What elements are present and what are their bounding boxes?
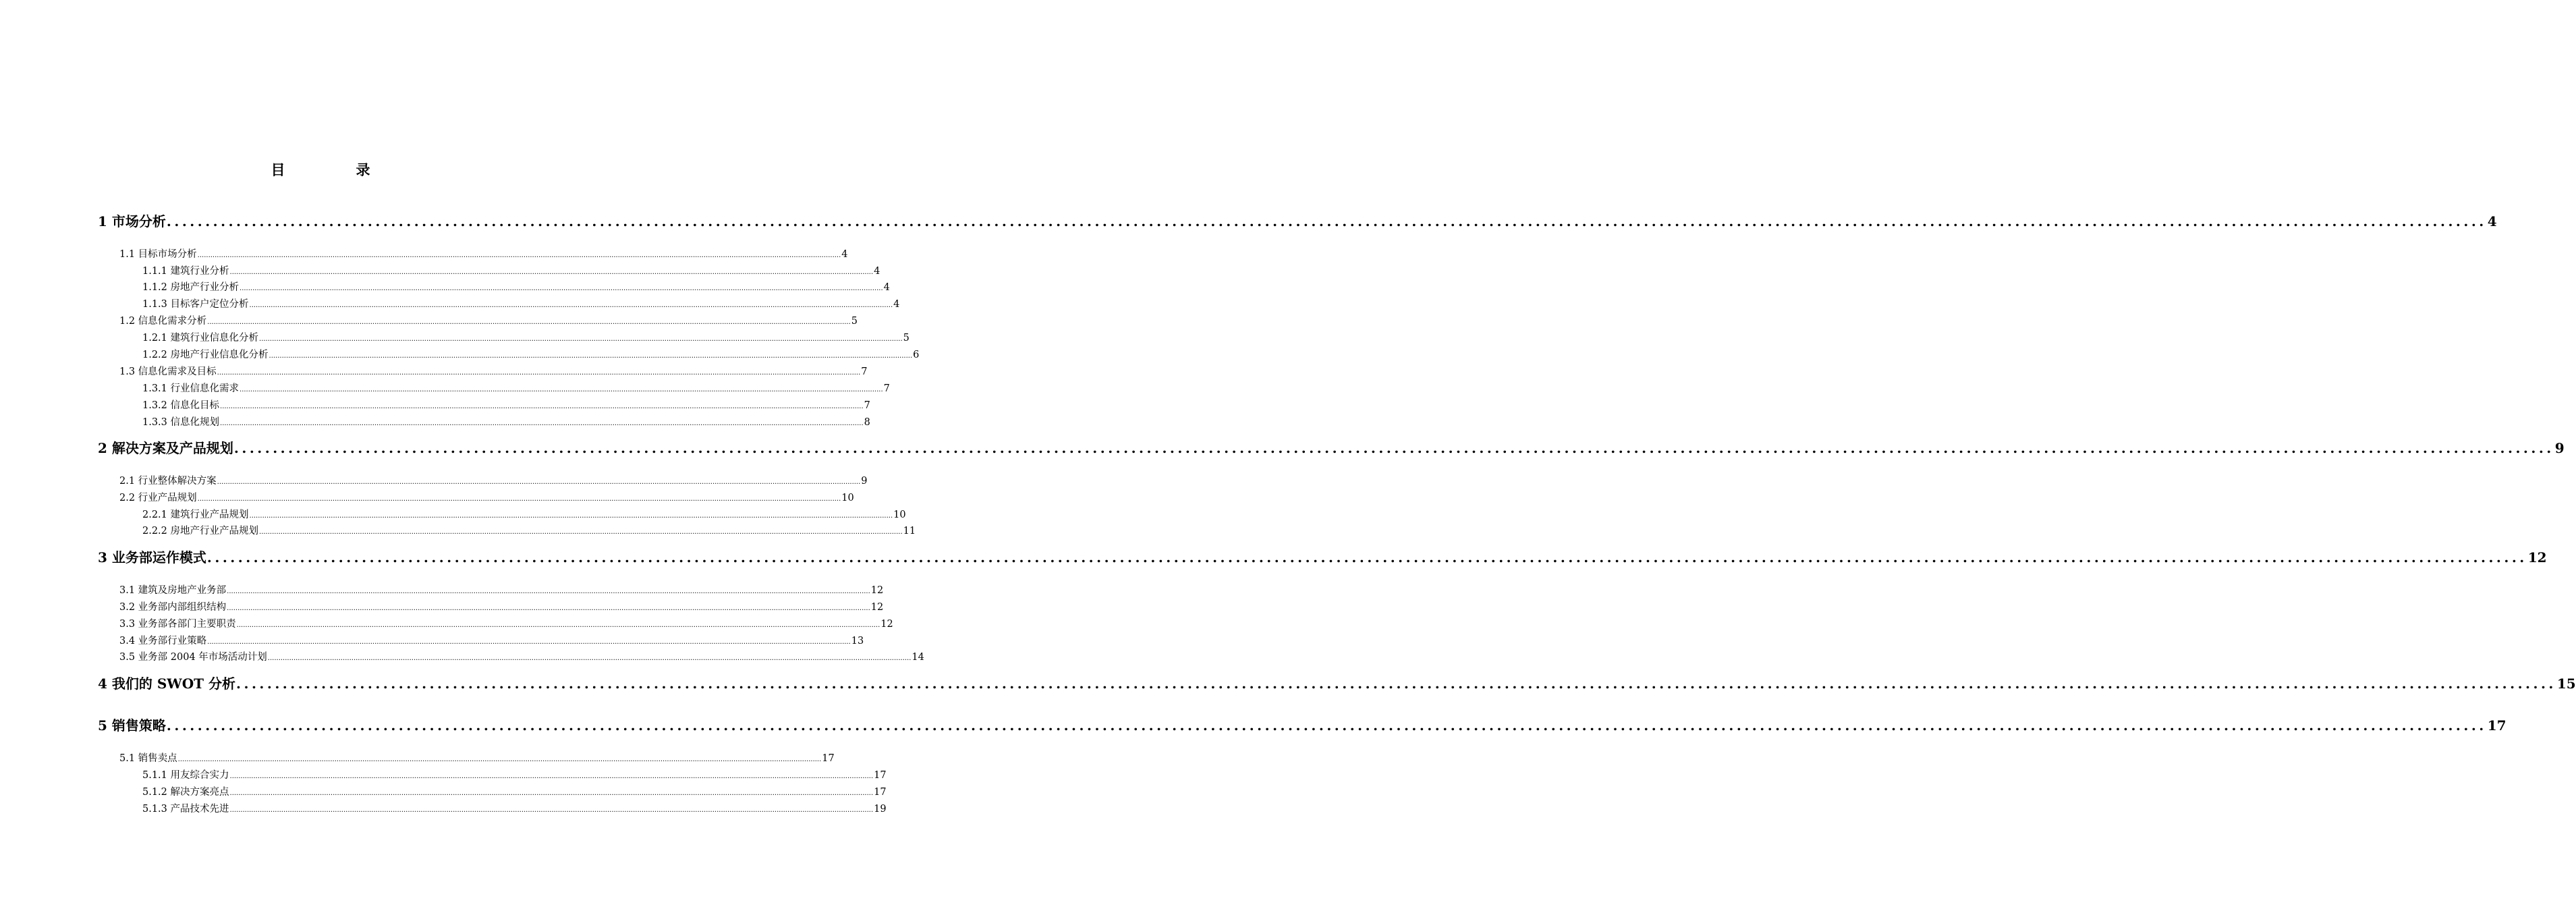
toc-entry[interactable]: 2.2.2 房地产行业产品规划 ............................................................................................................................................................................................................................................................................................................ 11	[142, 526, 916, 537]
toc-entry[interactable]: 1.1.3 目标客户定位分析 ............................................................................................................................................................................................................................................................................................................ 4	[142, 299, 900, 310]
toc-entry[interactable]: 5.1.3 产品技术先进 ............................................................................................................................................................................................................................................................................................................ 19	[142, 804, 887, 815]
toc-entry[interactable]: 3.4 业务部行业策略 ............................................................................................................................................................................................................................................................................................................ 13	[119, 636, 864, 647]
toc-entry[interactable]: 3.2 业务部内部组织结构 ............................................................................................................................................................................................................................................................................................................ 12	[119, 602, 884, 613]
toc-entry[interactable]: 1.1 目标市场分析 ............................................................................................................................................................................................................................................................................................................ 4	[119, 249, 848, 260]
toc-entry[interactable]: 3.3 业务部各部门主要职责 ............................................................................................................................................................................................................................................................................................................ 12	[119, 619, 893, 630]
toc-entry[interactable]: 5 销售策略 ............................................................................................................................................................................................................................................................................................................ 17	[98, 717, 2507, 734]
toc-entry[interactable]: 1.1.1 建筑行业分析 ............................................................................................................................................................................................................................................................................................................ 4	[142, 266, 880, 277]
toc-title: 目 录	[271, 161, 399, 178]
toc-entry[interactable]: 2.2.1 建筑行业产品规划 ............................................................................................................................................................................................................................................................................................................ 10	[142, 510, 906, 520]
toc-entry[interactable]: 1.1.2 房地产行业分析 ............................................................................................................................................................................................................................................................................................................ 4	[142, 282, 890, 293]
toc-entry[interactable]: 5.1 销售卖点 ............................................................................................................................................................................................................................................................................................................ 17	[119, 753, 835, 764]
toc-entry[interactable]: 3.1 建筑及房地产业务部 ............................................................................................................................................................................................................................................................................................................ 12	[119, 585, 884, 596]
toc-entry[interactable]: 1.3 信息化需求及目标 ............................................................................................................................................................................................................................................................................................................ 7	[119, 366, 868, 377]
toc-entry[interactable]: 5.1.2 解决方案亮点 ............................................................................................................................................................................................................................................................................................................ 17	[142, 787, 887, 798]
toc-entry[interactable]: 5.1.1 用友综合实力 ............................................................................................................................................................................................................................................................................................................ 17	[142, 770, 887, 781]
toc-entry[interactable]: 3 业务部运作模式 ............................................................................................................................................................................................................................................................................................................ 12	[98, 549, 2547, 566]
toc-entry[interactable]: 4 我们的 SWOT 分析 ............................................................................................................................................................................................................................................................................................................ 15	[98, 676, 2576, 692]
toc-entry[interactable]: 3.5 业务部 2004 年市场活动计划 ............................................................................................................................................................................................................................................................................................................ 14	[119, 652, 924, 663]
toc-entry[interactable]: 2.2 行业产品规划 ............................................................................................................................................................................................................................................................................................................ 10	[119, 493, 854, 503]
toc-entry[interactable]: 1.2.1 建筑行业信息化分析 ............................................................................................................................................................................................................................................................................................................ 5	[142, 333, 909, 343]
toc-entry[interactable]: 2.1 行业整体解决方案 ............................................................................................................................................................................................................................................................................................................ 9	[119, 476, 868, 487]
toc-entry[interactable]: 1.2.2 房地产行业信息化分析 ............................................................................................................................................................................................................................................................................................................ 6	[142, 350, 920, 360]
toc-entry[interactable]: 1.3.1 行业信息化需求 ............................................................................................................................................................................................................................................................................................................ 7	[142, 383, 890, 394]
toc-entry[interactable]: 2 解决方案及产品规划 ............................................................................................................................................................................................................................................................................................................ 9	[98, 440, 2565, 456]
toc-entry[interactable]: 1.3.3 信息化规划 ............................................................................................................................................................................................................................................................................................................ 8	[142, 417, 870, 428]
toc-entry[interactable]: 1.3.2 信息化目标 ............................................................................................................................................................................................................................................................................................................ 7	[142, 400, 870, 411]
toc-entry[interactable]: 1 市场分析 ............................................................................................................................................................................................................................................................................................................ 4	[98, 213, 2497, 229]
toc-entry[interactable]: 1.2 信息化需求分析 ............................................................................................................................................................................................................................................................................................................ 5	[119, 316, 858, 327]
